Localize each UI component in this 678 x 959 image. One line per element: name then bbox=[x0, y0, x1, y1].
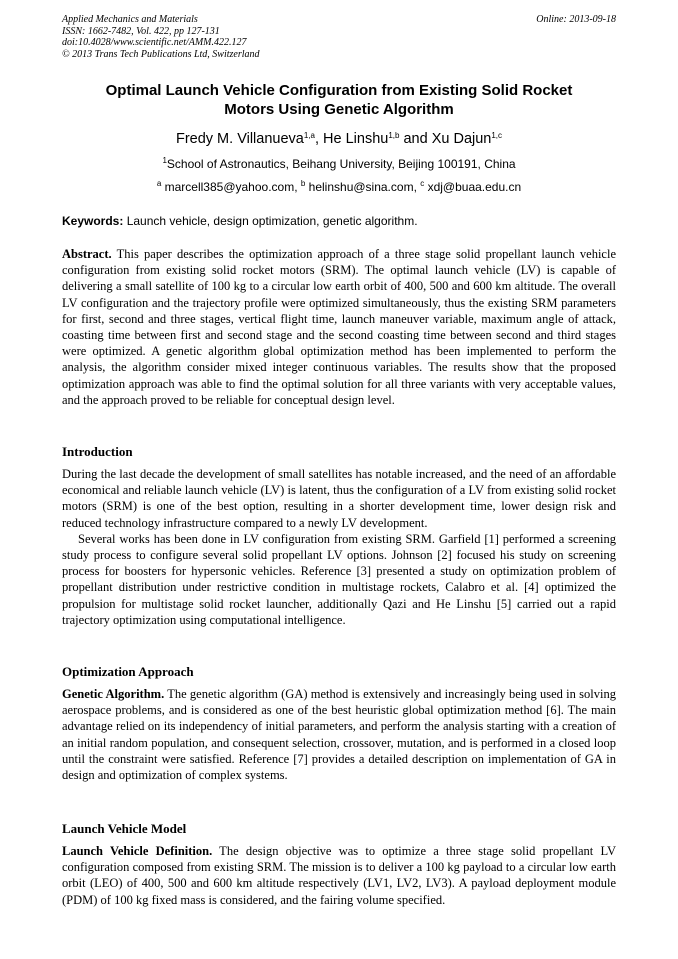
email-c-sup: c bbox=[420, 179, 425, 188]
affiliation-sup: 1 bbox=[162, 156, 167, 165]
lv-definition-label: Launch Vehicle Definition. bbox=[62, 844, 213, 858]
title-line-2: Motors Using Genetic Algorithm bbox=[224, 100, 454, 118]
abstract-label: Abstract. bbox=[62, 247, 112, 261]
email-a: marcell385@yahoo.com, bbox=[161, 180, 301, 194]
author-emails bbox=[62, 179, 616, 195]
journal-header bbox=[62, 14, 616, 60]
genetic-algorithm-label: Genetic Algorithm. bbox=[62, 687, 165, 701]
email-a-sup: a bbox=[156, 179, 162, 188]
title-line-1: Optimal Launch Vehicle Configuration from Existing Solid Rocket bbox=[105, 82, 573, 99]
author-1-name: Fredy M. Villanueva bbox=[175, 131, 304, 147]
email-b: helinshu@sina.com, bbox=[305, 180, 421, 194]
introduction-heading: Introduction bbox=[62, 444, 133, 459]
email-b-sup: b bbox=[300, 179, 306, 188]
copyright-line: © 2013 Trans Tech Publications Ltd, Switzerland bbox=[62, 48, 260, 60]
online-date: Online: 2013-09-18 bbox=[536, 14, 616, 25]
doi-line: doi:10.4028/www.scientific.net/AMM.422.127 bbox=[62, 37, 247, 48]
email-c: xdj@buaa.edu.cn bbox=[424, 180, 522, 194]
affiliation-text: School of Astronautics, Beihang University, Beijing 100191, China bbox=[166, 157, 516, 171]
lv-definition-text: The design objective was to optimize a three stage solid propellant LV configuration composed from existing SRM. The mission is to deliver a 100 kg payload to a circular low earth orbit (LEO) of 400, 500 and 600 km altitude respectively (LV1, LV2, LV3). A payload deployment module (PDM) of 100 kg fixed mass is considered, and the fairing volume specified. bbox=[62, 844, 616, 907]
paper-title bbox=[62, 82, 616, 119]
author-list bbox=[62, 130, 616, 148]
genetic-algorithm-text: The genetic algorithm (GA) method is extensively and increasingly being used in solving aerospace problems, and is considered as one of the best heuristic global optimization method [6]. The main advantage relied on its independency of initial parameters, and perform the analysis starting with a creation of an initial random population, and consequent selection, crossover, mutation, and is performed in a closed loop until the constraint were satisfied. Reference [7] provides a detailed description on implementation of GA in design and optimization of complex systems. bbox=[62, 687, 616, 783]
introduction-body bbox=[62, 466, 616, 628]
journal-name: Applied Mechanics and Materials bbox=[62, 14, 198, 25]
keywords-label: Keywords: bbox=[62, 214, 124, 228]
optimization-heading: Optimization Approach bbox=[62, 664, 194, 679]
introduction-paragraph-2: Several works has been done in LV configuration from existing SRM. Garfield [1] performed a screening study process to configure several solid propellant LV options. Johnson [2] focused his study on screening process for boosters for hypersonic vehicles. Reference [3] presented a study on optimization problem of propellant distribution under restrictive condition in multistage rockets, Calabro et al. [4] optimized the propulsion for multistage solid rocket launcher, additionally Qazi and He Linshu [5] carried out a rapid trajectory optimization using computational intelligence. bbox=[62, 531, 616, 627]
author-1-sup: 1,a bbox=[303, 131, 315, 140]
abstract-text: This paper describes the optimization approach of a three stage solid propellant launch vehicle configuration from existing solid rocket motors (SRM). The optimal launch vehicle (LV) is capable of delivering a small satellite of 100 kg to a circular low earth orbit of 400, 500 and 600 km altitude. The overall LV configuration and the trajectory profile were optimized simultaneously, thus the existing SRM parameters for first, second and three stages, vertical flight time, launch maneuver variable, maximum angle of attack, coasting time between first and second stage and the second coasting time between second and third stages were optimized. A genetic algorithm global optimization method has been implemented to perform the analysis, the algorithm consider mixed integer continuous variables. The results show that the proposed optimization approach was able to find the optimal solution for all three variants with very acceptable values, and the approach proved to be reliable for conceptual design level. bbox=[62, 247, 616, 407]
model-heading: Launch Vehicle Model bbox=[62, 821, 187, 836]
model-body bbox=[62, 843, 616, 908]
author-2-sup: 1,b bbox=[388, 131, 400, 140]
author-2-name: , He Linshu bbox=[314, 131, 389, 147]
issn-line: ISSN: 1662-7482, Vol. 422, pp 127-131 bbox=[62, 25, 220, 37]
abstract bbox=[62, 246, 616, 408]
keywords bbox=[62, 213, 616, 229]
affiliation bbox=[62, 156, 616, 172]
introduction-paragraph-1: During the last decade the development of small satellites has notable increased, and the need of an affordable economical and reliable launch vehicle (LV) is latent, thus the configuration of a LV from existing solid rocket motors (SRM) is one of the best option, resulting in a shorter development time, lower design risk and reduced technology infrastructure compared to a newly LV development. bbox=[62, 467, 616, 530]
optimization-body bbox=[62, 686, 616, 783]
keywords-text: Launch vehicle, design optimization, genetic algorithm. bbox=[123, 214, 418, 228]
author-3-name: and Xu Dajun bbox=[399, 131, 492, 147]
author-3-sup: 1,c bbox=[491, 131, 503, 140]
